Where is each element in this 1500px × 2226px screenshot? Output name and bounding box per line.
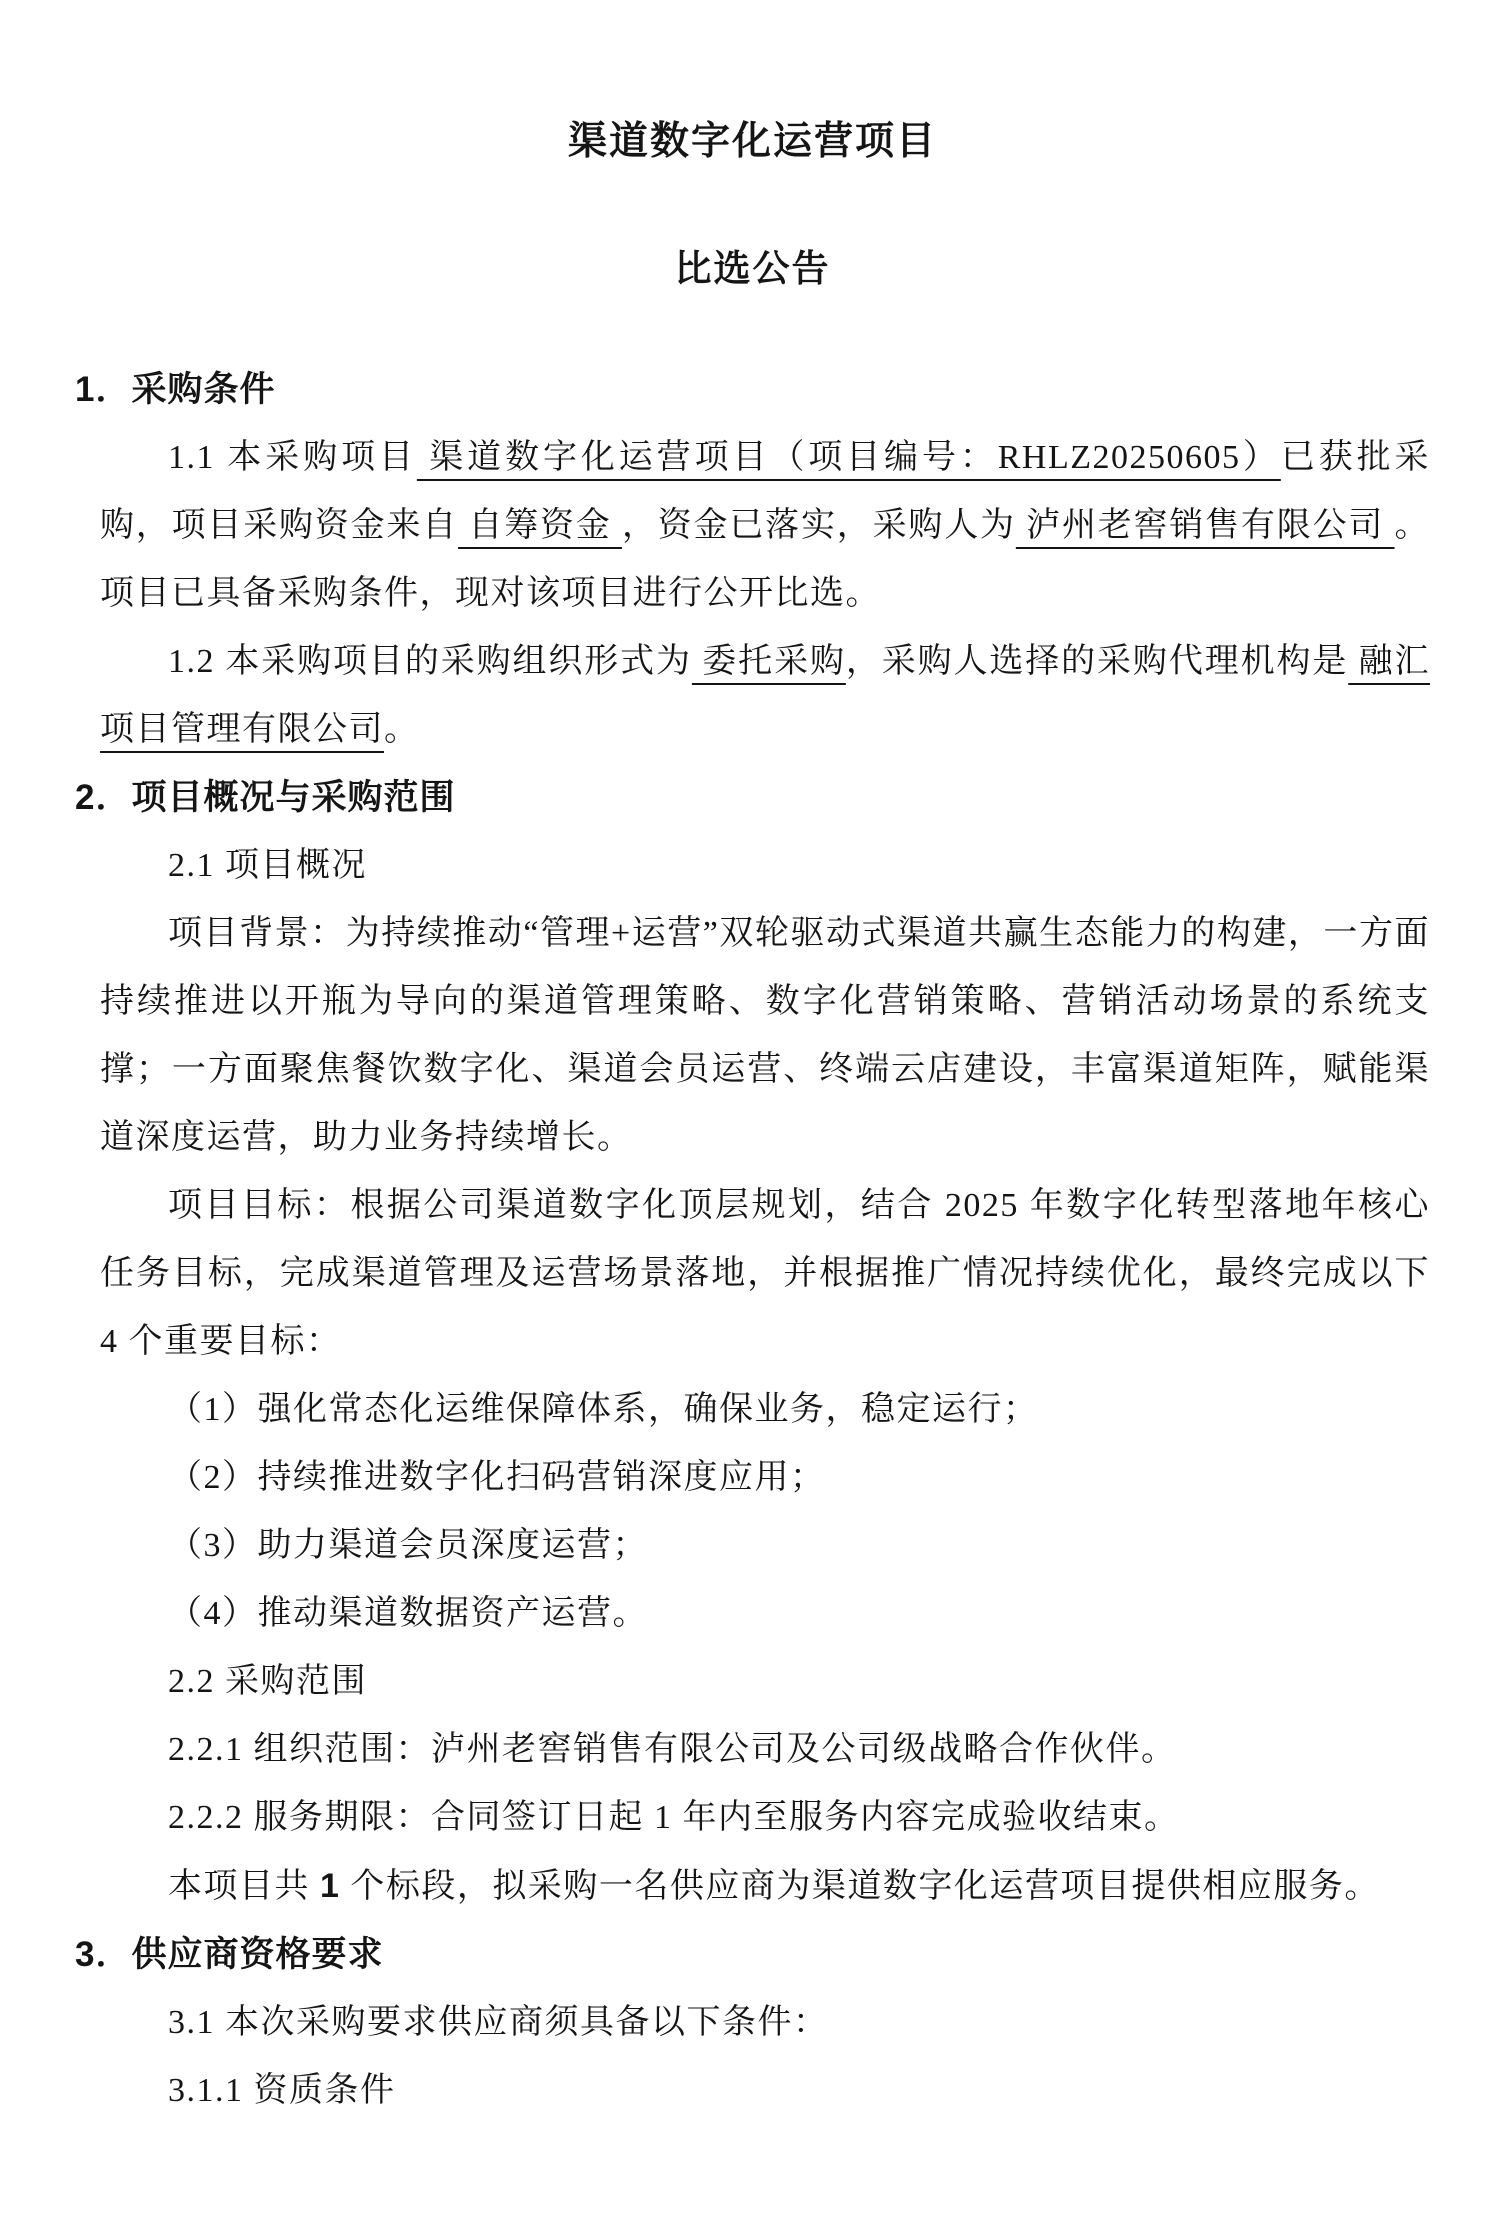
text-run: 1.1 本采购项目 — [168, 439, 417, 476]
paragraph-1-1 — [100, 424, 1430, 628]
paragraph-project-goal: 项目目标：根据公司渠道数字化顶层规划，结合 2025 年数字化转型落地年核心任务目标，完成渠道管理及运营场景落地，并根据推广情况持续优化，最终完成以下 4 个重要目标： — [100, 1187, 1430, 1360]
text-run: 本项目共 — [168, 1868, 320, 1905]
section-3-heading: 3．供应商资格要求 — [75, 1935, 384, 1974]
underlined-agency-name: 融汇项目管理有限公司 — [100, 643, 1431, 748]
underlined-fund-source: 自筹资金 — [458, 507, 622, 544]
paragraph-2-2-1: 2.2.1 组织范围：泸州老窖销售有限公司及公司级战略合作伙伴。 — [168, 1731, 1177, 1768]
document-title: 渠道数字化运营项目 — [567, 120, 937, 163]
text-run: 已获批采购，项目采购资金来自 — [100, 439, 1431, 544]
underlined-project-name: 渠道数字化运营项目（项目编号：RHLZ20250605） — [416, 439, 1281, 476]
paragraph-1-2 — [100, 628, 1430, 764]
goal-item-3: （3）助力渠道会员深度运营； — [168, 1527, 648, 1564]
paragraph-project-background: 项目背景：为持续推动“管理+运营”双轮驱动式渠道共赢生态能力的构建，一方面持续推进以开瓶为导向的渠道管理策略、数字化营销策略、营销活动场景的系统支撑；一方面聚焦餐饮数字化、渠道会员运营、终端云店建设，丰富渠道矩阵，赋能渠道深度运营，助力业务持续增长。 — [100, 915, 1430, 1156]
goal-item-1: （1）强化常态化运维保障体系，确保业务，稳定运行； — [168, 1391, 1039, 1428]
subsection-2-2-heading: 2.2 采购范围 — [168, 1663, 367, 1700]
goal-list — [75, 1376, 1430, 1648]
paragraph-3-1-1: 3.1.1 资质条件 — [168, 2072, 396, 2109]
text-run: ，采购人选择的采购代理机构是 — [845, 643, 1349, 680]
bold-lot-count: 1 — [320, 1867, 341, 1905]
text-run: 。 — [384, 711, 420, 748]
paragraph-2-2-2: 2.2.2 服务期限：合同签订日起 1 年内至服务内容完成验收结束。 — [168, 1799, 1180, 1836]
goal-item-4: （4）推动渠道数据资产运营。 — [168, 1595, 648, 1632]
section-1-heading: 1．采购条件 — [75, 370, 276, 409]
document-subtitle: 比选公告 — [674, 249, 831, 290]
paragraph-lot-info — [100, 1852, 1430, 1921]
underlined-purchaser-name: 泸州老窖销售有限公司 — [1015, 507, 1395, 544]
text-run: ，资金已落实，采购人为 — [621, 507, 1016, 544]
goal-item-2: （2）持续推进数字化扫码营销深度应用； — [168, 1459, 826, 1496]
underlined-org-form: 委托采购 — [691, 643, 846, 680]
text-run: 。项目已具备采购条件，现对该项目进行公开比选。 — [100, 507, 1431, 612]
paragraph-3-1: 3.1 本次采购要求供应商须具备以下条件： — [168, 2004, 829, 2041]
subsection-2-1-heading: 2.1 项目概况 — [168, 847, 367, 884]
section-2-heading: 2．项目概况与采购范围 — [75, 778, 456, 817]
text-run: 1.2 本采购项目的采购组织形式为 — [168, 643, 692, 680]
text-run: 个标段，拟采购一名供应商为渠道数字化运营项目提供相应服务。 — [340, 1868, 1380, 1905]
